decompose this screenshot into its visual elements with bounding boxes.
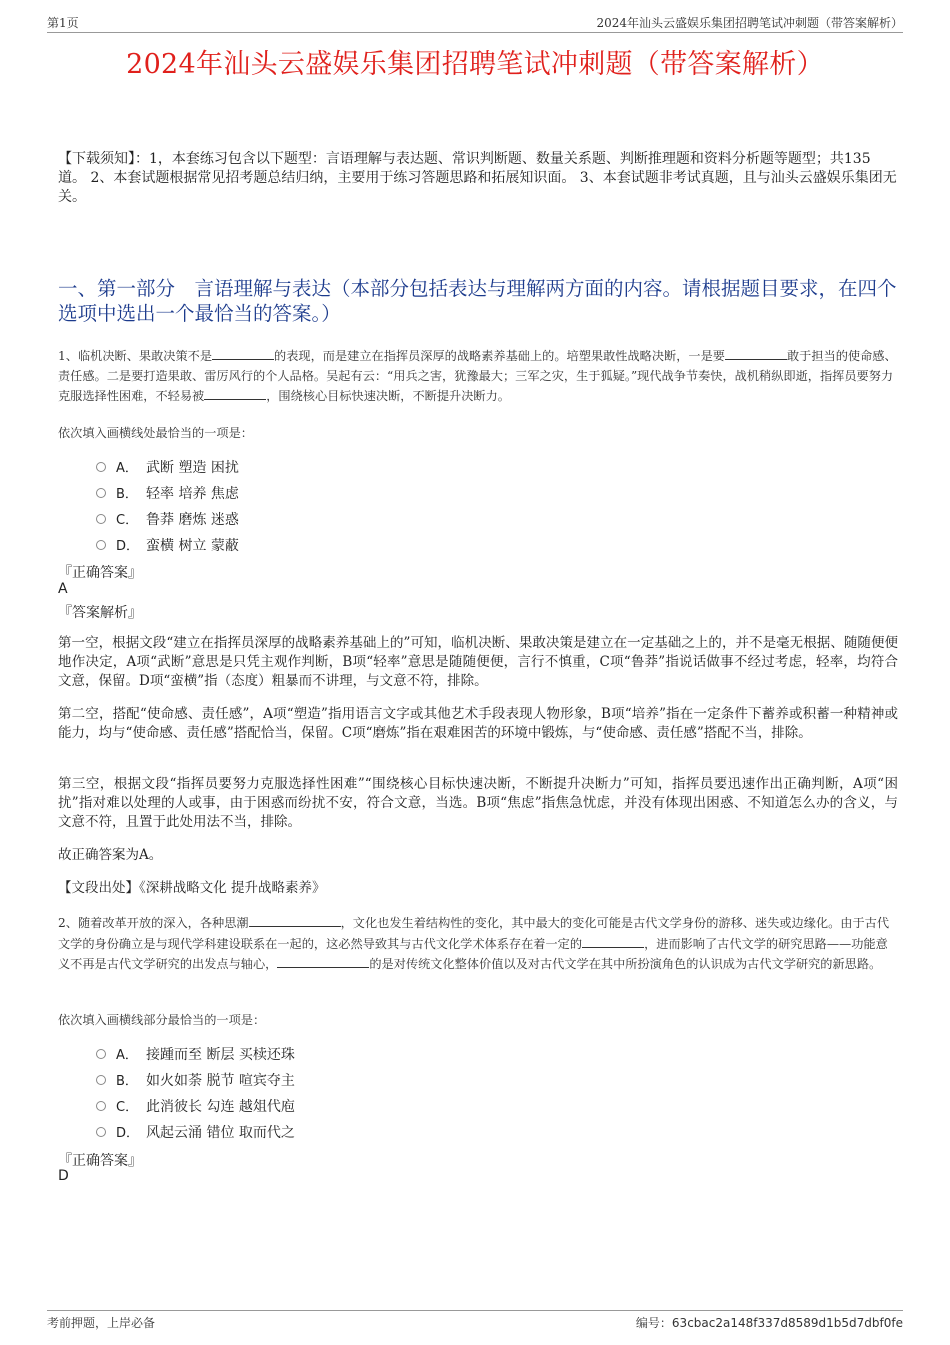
- q1-text-1: 1、临机决断、果敢决策不是: [58, 349, 213, 363]
- q2-option-a[interactable]: A． 接踵而至 断层 买椟还珠: [96, 1044, 295, 1064]
- radio-icon[interactable]: [96, 1101, 106, 1111]
- q1-blank-3: [204, 386, 266, 400]
- download-notice: 【下载须知】：1，本套练习包含以下题型：言语理解与表达题、常识判断题、数量关系题、判断推理题和资料分析题等题型；共135道。 2、本套试题根据常见招考题总结归纳，主要用于练习答题思路和拓展知识面。 3、本套试题非考试真题，且与汕头云盛娱乐集团无关。: [58, 151, 897, 205]
- q2-prompt: 依次填入画横线部分最恰当的一项是：: [58, 1013, 266, 1027]
- q2-answer: D: [58, 1168, 69, 1184]
- q2-blank-1: [249, 913, 341, 927]
- q1-correct-label: 『正确答案』: [58, 565, 142, 581]
- radio-icon[interactable]: [96, 462, 106, 472]
- radio-icon[interactable]: [96, 1075, 106, 1085]
- q2-option-c[interactable]: C． 此消彼长 勾连 越俎代庖: [96, 1096, 295, 1116]
- header-doc-title: 2024年汕头云盛娱乐集团招聘笔试冲刺题（带答案解析）: [596, 16, 903, 30]
- q2-text-3: ，进而影响了古代文学的研究思路——功能意义不再是古代文学研究的出发点与轴心，: [58, 936, 888, 971]
- radio-icon[interactable]: [96, 1127, 106, 1137]
- q1-source: 【文段出处】《深耕战略文化 提升战略素养》: [58, 880, 326, 896]
- radio-icon[interactable]: [96, 488, 106, 498]
- q1-option-d[interactable]: D． 蛮横 树立 蒙蔽: [96, 535, 239, 555]
- footer-code: 编号：63cbac2a148f337d8589d1b5d7dbf0fe: [635, 1316, 903, 1330]
- q1-text-4: ，围绕核心目标快速决断，不断提升决断力。: [266, 389, 510, 403]
- q1-blank-1: [212, 346, 274, 360]
- q2-text-4: 的是对传统文化整体价值以及对古代文学在其中所扮演角色的认识成为古代文学研究的新思路。: [369, 957, 882, 971]
- question-1-stem: [58, 346, 898, 407]
- radio-icon[interactable]: [96, 540, 106, 550]
- page-number: 第1页: [47, 16, 79, 30]
- q2-blank-2: [582, 934, 644, 948]
- q1-analysis-paragraph-3: 第三空，根据文段“指挥员要努力克服选择性困难”“围绕核心目标快速决断，不断提升决断力”可知，指挥员要迅速作出正确判断，A项“困扰”指对难以处理的人或事，由于困惑而纷扰不安，符合文意，当选。B项“焦虑”指焦急忧虑，并没有体现出困惑、不知道怎么办的含义，与文意不符，且置于此处用法不当，排除。: [58, 776, 898, 830]
- header-divider: [47, 32, 903, 33]
- q2-option-d[interactable]: D． 风起云涌 错位 取而代之: [96, 1122, 295, 1142]
- question-2-stem: [58, 913, 898, 975]
- page-title: 2024年汕头云盛娱乐集团招聘笔试冲刺题（带答案解析）: [126, 49, 824, 80]
- q1-analysis-paragraph-1: 第一空，根据文段“建立在指挥员深厚的战略素养基础上的”可知，临机决断、果敢决策是建立在一定基础之上的，并不是毫无根据、随随便便地作决定，A项“武断”意思是只凭主观作判断，B项“轻率”意思是随随便便，言行不慎重，C项“鲁莽”指说话做事不经过考虑，轻率，均符合文意，保留。D项“蛮横”指（态度）粗暴而不讲理，与文意不符，排除。: [58, 635, 898, 689]
- q1-answer: A: [58, 581, 68, 597]
- q1-blank-2: [725, 346, 787, 360]
- q1-option-b[interactable]: B． 轻率 培养 焦虑: [96, 483, 239, 503]
- q1-option-c[interactable]: C． 鲁莽 磨炼 迷惑: [96, 509, 239, 529]
- q1-option-a[interactable]: A． 武断 塑造 困扰: [96, 457, 239, 477]
- q1-conclusion: 故正确答案为A。: [58, 847, 163, 863]
- footer-divider: [47, 1310, 903, 1311]
- q2-text-2: ，文化也发生着结构性的变化，其中最大的变化可能是古代文学身份的游移、迷失或边缘化。由于古代文学的身份确立是与现代学科建设联系在一起的，这必然导致其与古代文化学术体系存在着一定的: [58, 916, 890, 951]
- radio-icon[interactable]: [96, 1049, 106, 1059]
- q1-analysis-label: 『答案解析』: [58, 605, 142, 621]
- q2-option-b[interactable]: B． 如火如荼 脱节 喧宾夺主: [96, 1070, 295, 1090]
- footer-slogan: 考前押题，上岸必备: [47, 1316, 156, 1330]
- q1-text-3: 敢于担当的使命感、责任感。二是要打造果敢、雷厉风行的个人品格。吴起有云：“用兵之害，犹豫最大；三军之灾，生于狐疑。”现代战争节奏快，战机稍纵即逝，指挥员要努力克服选择性困难，不轻易被: [58, 349, 897, 403]
- page-footer: [47, 1314, 903, 1331]
- q1-prompt: 依次填入画横线处最恰当的一项是：: [58, 426, 253, 440]
- page-header: [47, 14, 903, 32]
- q2-correct-label: 『正确答案』: [58, 1153, 142, 1169]
- q2-text-1: 2、随着改革开放的深入，各种思潮: [58, 916, 249, 930]
- q1-text-2: 的表现，而是建立在指挥员深厚的战略素养基础上的。培塑果敢性战略决断，一是要: [274, 349, 725, 363]
- q1-analysis-paragraph-2: 第二空，搭配“使命感、责任感”，A项“塑造”指用语言文字或其他艺术手段表现人物形象，B项“培养”指在一定条件下蓄养或积蓄一种精神或能力，均与“使命感、责任感”搭配恰当，保留。C项“磨炼”指在艰难困苦的环境中锻炼，与“使命感、责任感”搭配不当，排除。: [58, 706, 898, 741]
- section-heading: 一、第一部分 言语理解与表达（本部分包括表达与理解两方面的内容。请根据题目要求，在四个选项中选出一个最恰当的答案。）: [58, 277, 897, 325]
- radio-icon[interactable]: [96, 514, 106, 524]
- q2-blank-3: [277, 954, 369, 968]
